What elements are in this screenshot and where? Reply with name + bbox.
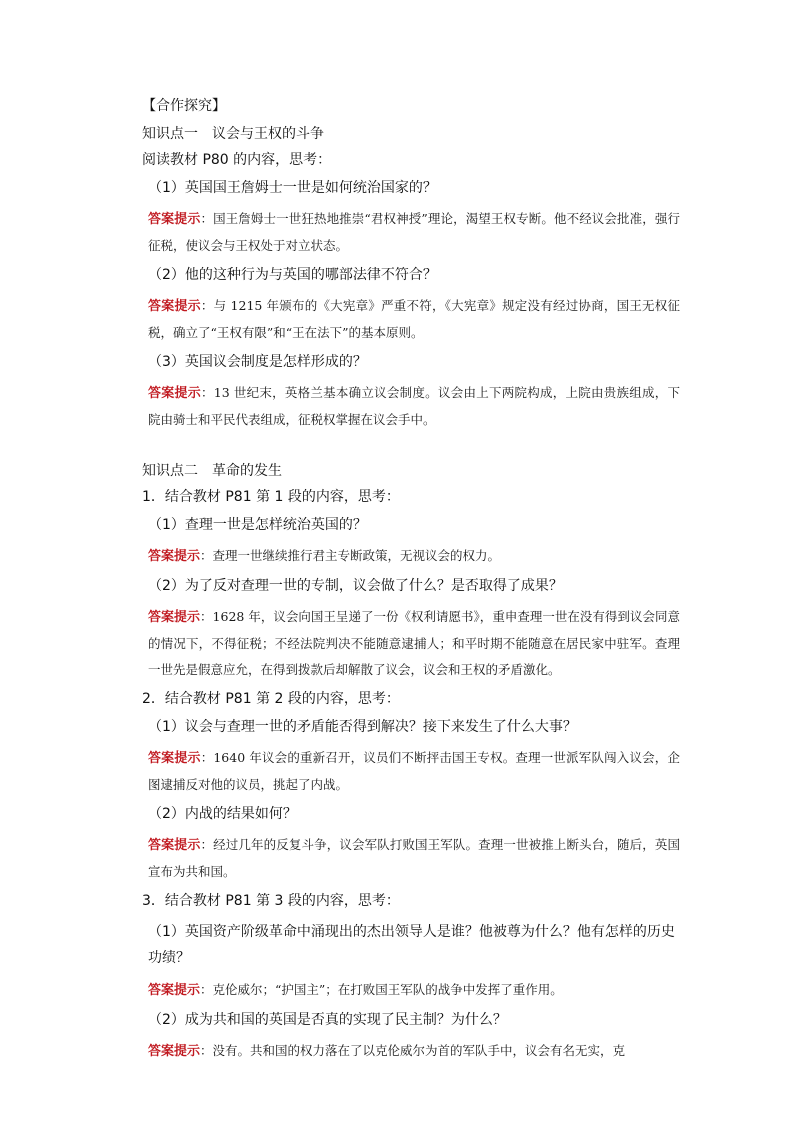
section-gap: [118, 439, 680, 461]
kp2-g2-q1: （1）议会与查理一世的矛盾能否得到解决？接下来发生了什么大事？: [148, 719, 577, 735]
kp1-q2: （2）他的这种行为与英国的哪部法律不符合？: [148, 267, 437, 283]
answer-text: ：1628 年，议会向国王呈递了一份《权利请愿书》，重申查理一世在没有得到议会同意的情况下，不得征税；不经法院判决不能随意逮捕人；和平时期不能随意在居民家中驻军。查理一世先是假意应允，在得到拨款后却解散了议会，议会和王权的矛盾激化。: [148, 609, 680, 677]
kp2-group2-intro: 2．结合教材 P81 第 2 段的内容，思考：: [142, 691, 400, 707]
document-body: [118, 96, 680, 1071]
answer-text: ：与 1215 年颁布的《大宪章》严重不符，《大宪章》规定没有经过协商，国王无权征税，确立了“王权有限”和“王在法下”的基本原则。: [148, 298, 680, 340]
answer-label: 答案提示: [148, 610, 201, 625]
answer-text: ：国王詹姆士一世狂热地推崇“君权神授”理论，渴望王权专断。他不经议会批准，强行征税，使议会与王权处于对立状态。: [148, 211, 680, 253]
kp2-group3-intro: 3．结合教材 P81 第 3 段的内容，思考：: [142, 893, 400, 909]
kp1-intro: 阅读教材 P80 的内容，思考：: [142, 152, 332, 168]
answer-label: 答案提示: [148, 549, 201, 564]
answer-label: 答案提示: [148, 299, 201, 314]
kp2-g3-a2: [118, 1038, 680, 1065]
answer-text: ：没有。共和国的权力落在了以克伦威尔为首的军队手中，议会有名无实，克: [200, 1043, 626, 1058]
answer-label: 答案提示: [148, 751, 201, 766]
kp1-q3: （3）英国议会制度是怎样形成的？: [148, 354, 367, 370]
kp2-g1-q2: （2）为了反对查理一世的专制，议会做了什么？是否取得了成果？: [148, 578, 563, 594]
answer-label: 答案提示: [148, 838, 201, 853]
answer-text: ：克伦威尔；“护国主”；在打败国王军队的战争中发挥了重作用。: [200, 982, 563, 997]
kp2-g1-q1: （1）查理一世是怎样统治英国的？: [148, 517, 367, 533]
answer-text: ：查理一世继续推行君主专断政策，无视议会的权力。: [200, 548, 501, 563]
answer-label: 答案提示: [148, 1044, 201, 1059]
kp1-q1: （1）英国国王詹姆士一世是如何统治国家的？: [148, 180, 437, 196]
kp2-group1-intro: 1．结合教材 P81 第 1 段的内容，思考：: [142, 489, 400, 505]
kp1-title: 知识点一 议会与王权的斗争: [142, 126, 324, 142]
kp2-title: 知识点二 革命的发生: [142, 463, 282, 479]
kp1-a1: [118, 206, 680, 259]
answer-text: ：13 世纪末，英格兰基本确立议会制度。议会由上下两院构成，上院由贵族组成，下院由骑士和平民代表组成，征税权掌握在议会手中。: [148, 385, 680, 427]
kp2-g1-a2: [118, 604, 680, 683]
kp2-g2-a1: [118, 745, 680, 798]
kp2-g2-a2: [118, 832, 680, 885]
kp2-g2-q2: （2）内战的结果如何？: [148, 806, 297, 822]
answer-text: ：经过几年的反复斗争，议会军队打败国王军队。查理一世被推上断头台，随后，英国宣布为共和国。: [148, 837, 680, 879]
kp2-g3-a1: [118, 977, 680, 1004]
answer-label: 答案提示: [148, 983, 201, 998]
kp1-a3: [118, 380, 680, 433]
answer-text: ：1640 年议会的重新召开，议员们不断抨击国王专权。查理一世派军队闯入议会，企图逮捕反对他的议员，挑起了内战。: [148, 750, 680, 792]
kp2-g3-q1: （1）英国资产阶级革命中涌现出的杰出领导人是谁？他被尊为什么？他有怎样的历史功绩？: [148, 924, 675, 966]
section-title: 【合作探究】: [142, 98, 226, 114]
kp2-g3-q2: （2）成为共和国的英国是否真的实现了民主制？为什么？: [148, 1012, 507, 1028]
answer-label: 答案提示: [148, 386, 202, 401]
kp2-g1-a1: [118, 543, 680, 570]
answer-label: 答案提示: [148, 212, 201, 227]
kp1-a2: [118, 293, 680, 346]
